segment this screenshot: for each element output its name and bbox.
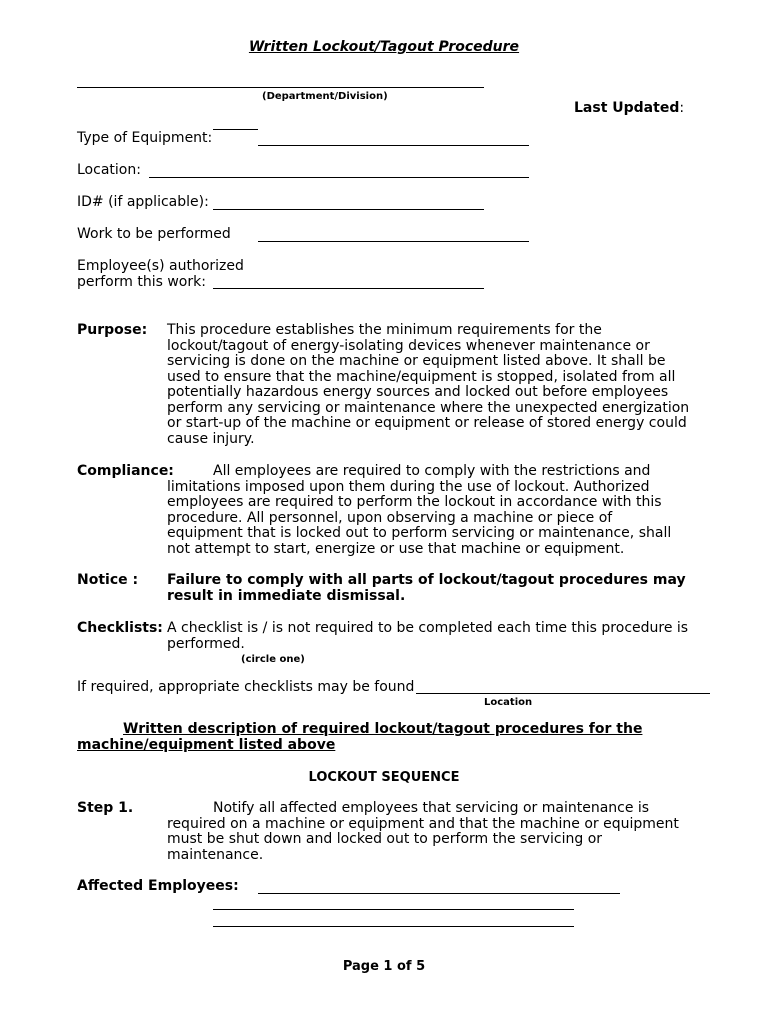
checklists-label: Checklists:: [77, 620, 163, 636]
lockout-sequence-title: LOCKOUT SEQUENCE: [308, 770, 460, 785]
equipment-line[interactable]: [258, 145, 529, 146]
last-updated-label: Last Updated: [574, 100, 680, 116]
id-line[interactable]: [213, 209, 484, 210]
notice-text: Failure to comply with all parts of lockout/tagout procedures may result in immediate dismissal.: [167, 572, 686, 604]
employees-line[interactable]: [213, 288, 484, 289]
step1-text: Notify all affected employees that servicing or maintenance is required on a machine or equipment and that the machine or equipment must be shut down and locked out to perform the servicing or maintenance.: [167, 800, 679, 863]
circle-one-note: (circle one): [241, 654, 305, 665]
checklist-location-line[interactable]: [416, 693, 710, 694]
document-title: Written Lockout/Tagout Procedure: [248, 39, 520, 55]
notice-label: Notice :: [77, 572, 139, 588]
equipment-label: Type of Equipment:: [77, 130, 213, 146]
location-label: Location:: [77, 162, 141, 178]
compliance-label: Compliance:: [77, 463, 174, 479]
affected-employees-line-1[interactable]: [258, 893, 620, 894]
affected-employees-label: Affected Employees:: [77, 878, 239, 894]
purpose-label: Purpose:: [77, 322, 148, 338]
step1-label: Step 1.: [77, 800, 134, 816]
work-line[interactable]: [258, 241, 529, 242]
work-label: Work to be performed: [77, 226, 231, 242]
page-footer: Page 1 of 5: [342, 959, 426, 974]
employees-label-1: Employee(s) authorized: [77, 258, 244, 274]
last-updated: [574, 101, 684, 117]
written-description-line2: machine/equipment listed above: [77, 737, 336, 753]
affected-employees-line-3[interactable]: [213, 926, 574, 927]
last-updated-colon: :: [679, 100, 685, 116]
id-label: ID# (if applicable):: [77, 194, 209, 210]
checklists-text: A checklist is / is not required to be completed each time this procedure is performed.: [167, 620, 689, 652]
checklist-location-label: Location: [484, 697, 533, 708]
employees-label-2: perform this work:: [77, 274, 206, 290]
written-description-line1: Written description of required lockout/tagout procedures for the: [123, 721, 643, 737]
department-label: (Department/Division): [262, 91, 388, 102]
checklist-found-text: If required, appropriate checklists may be found: [77, 679, 415, 695]
department-line: [77, 87, 484, 88]
compliance-text: All employees are required to comply with the restrictions and limitations imposed upon them during the use of lockout. Authorized employees are required to perform the lockout in accordance with this procedure. All personnel, upon observing a machine or piece of equipment that is locked out to perform servicing or maintenance, shall not attempt to start, energize or use that machine or equipment.: [167, 463, 672, 557]
affected-employees-line-2[interactable]: [213, 909, 574, 910]
purpose-text: This procedure establishes the minimum requirements for the lockout/tagout of energy-isolating devices whenever maintenance or servicing is done on the machine or equipment listed above. It shall be used to ensure that the machine/equipment is stopped, isolated from all potentially hazardous energy sources and locked out before employees perform any servicing or maintenance where the unexpected energization or start-up of the machine or equipment or release of stored energy could cause injury.: [167, 322, 690, 447]
last-updated-line: [213, 129, 258, 130]
location-line[interactable]: [149, 177, 529, 178]
